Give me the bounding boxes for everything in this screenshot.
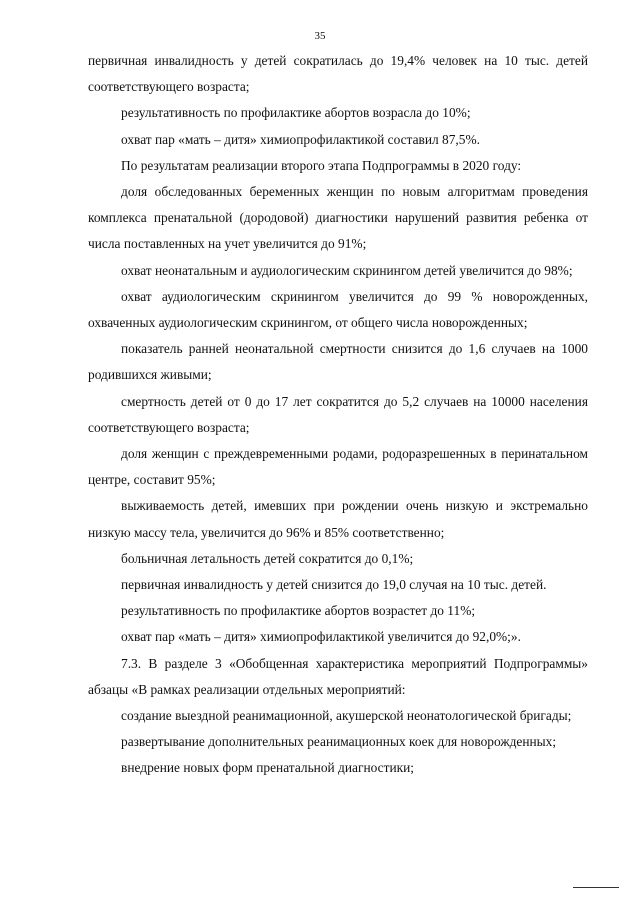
paragraph: доля обследованных беременных женщин по новым алгоритмам проведения комплекса пренатальной (дородовой) диагностики нарушений развития ребенка от числа поставленных на учет увеличится до 91%; xyxy=(88,184,588,252)
document-body xyxy=(88,48,588,782)
paragraph: охват пар «мать – дитя» химиопрофилактикой составил 87,5%. xyxy=(121,131,480,147)
paragraph: По результатам реализации второго этапа Подпрограммы в 2020 году: xyxy=(121,157,522,173)
paragraph: доля женщин с преждевременными родами, родоразрешенных в перинатальном центре, составит 95%; xyxy=(88,446,588,488)
paragraph: охват пар «мать – дитя» химиопрофилактикой увеличится до 92,0%;». xyxy=(121,629,521,645)
paragraph: развертывание дополнительных реанимационных коек для новорожденных; xyxy=(121,734,557,750)
paragraph: охват неонатальным и аудиологическим скринингом детей увеличится до 98%; xyxy=(121,262,573,278)
paragraph: больничная летальность детей сократится до 0,1%; xyxy=(121,550,414,566)
paragraph: результативность по профилактике абортов возрасла до 10%; xyxy=(121,105,471,121)
paragraph: создание выездной реанимационной, акушерской неонатологической бригады; xyxy=(121,708,572,724)
paragraph: результативность по профилактике абортов возрастет до 11%; xyxy=(121,603,476,619)
paragraph: охват аудиологическим скринингом увеличится до 99 % новорожденных, охваченных аудиологическим скринингом, от общего числа новорожденных; xyxy=(88,288,588,331)
paragraph: первичная инвалидность у детей сократилась до 19,4% человек на 10 тыс. детей соответствующего возраста; xyxy=(88,53,588,95)
page-number: 35 xyxy=(314,30,326,42)
paragraph: первичная инвалидность у детей снизится до 19,0 случая на 10 тыс. детей. xyxy=(121,577,547,593)
paragraph: смертность детей от 0 до 17 лет сократится до 5,2 случаев на 10000 населения соответствующего возраста; xyxy=(88,393,588,435)
paragraph: показатель ранней неонатальной смертности снизится до 1,6 случаев на 1000 родившихся живыми; xyxy=(88,341,588,383)
paragraph: выживаемость детей, имевших при рождении очень низкую и экстремально низкую массу тела, увеличится до 96% и 85% соответственно; xyxy=(88,498,588,540)
paragraph: 7.3. В разделе 3 «Обобщенная характеристика мероприятий Подпрограммы» абзацы «В рамках реализации отдельных мероприятий: xyxy=(88,655,588,697)
paragraph: внедрение новых форм пренатальной диагностики; xyxy=(121,760,415,776)
footer-rule xyxy=(573,887,619,888)
